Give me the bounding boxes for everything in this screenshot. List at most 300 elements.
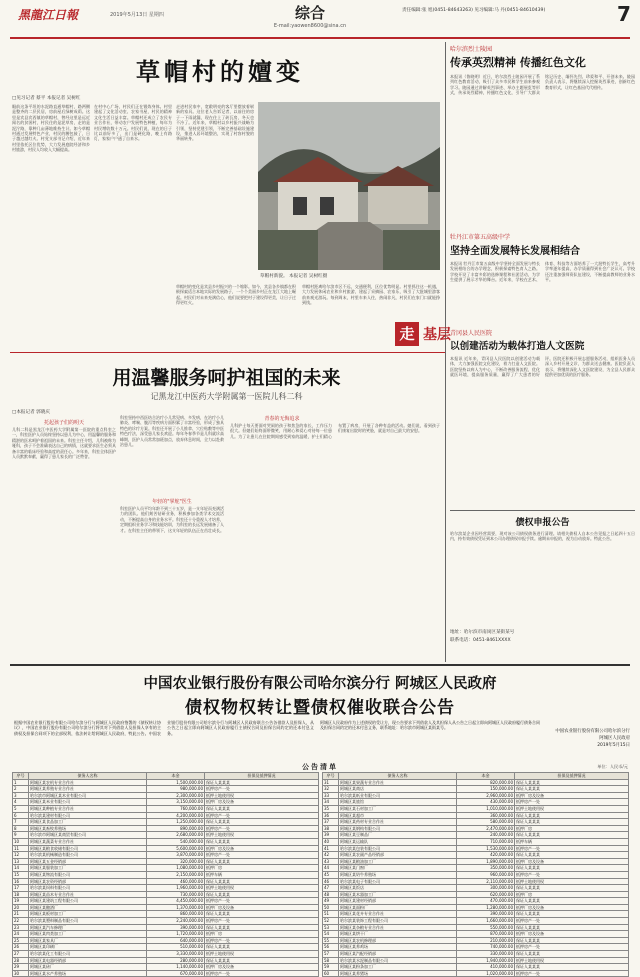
hospital-col-1: 儿科二科是黑龙江中医药大学附属第一医院的重点科室之一，科室医护人员始终坚持以患儿为中心，用温馨的服务和精湛的医术呵护着祖国的未来。科室主任介绍，儿科被称为哑科，孩子不会准确表达自己的病情，这就要求医生必须具备丰富的临床经验和高度的责任心。多年来，科室全体医护人员默默奉献，赢得了患儿家长的广泛赞誉。 (12, 427, 116, 460)
cell-index: 27 (13, 951, 29, 958)
table-row (323, 951, 629, 958)
cell-principal: 2,470,000.00 (457, 825, 515, 832)
th-debtor: 债务人名称 (29, 773, 147, 780)
hospital-col-2: 科室坚持中西医结合治疗小儿常见病、多发病，在治疗小儿肺炎、哮喘、腹泻等疾病方面积累了丰富经验，形成了独具特色的诊疗方案。科室还开展了小儿推拿、穴位贴敷等中医特色疗法，深受患儿家长欢迎。每年冬春季节是儿科就诊高峰期，医护人员常常加班加点，放弃休息时间，全力以赴救治患儿。 (120, 415, 224, 448)
paper-name: 黑龍江日報 (18, 8, 79, 22)
cell-principal: 430,000.00 (457, 799, 515, 806)
cell-index: 49 (323, 898, 339, 905)
cell-guarantee: 抵押房产一处 (205, 825, 319, 832)
lead-col-4: 草帽村的变化是宾县乡村振兴的一个缩影。如今，宾县各乡镇都在积极探索适合本地实际的发展路子，一个个美丽乡村正在龙江大地上崛起。村民们对未来充满信心，他们说要把村子建设得更美，让日子过得更红火。 (176, 284, 296, 306)
cell-debtor: 阿城区某建材经销部 (339, 898, 457, 905)
cell-principal: 710,000.00 (457, 838, 515, 845)
cell-index: 2 (13, 786, 29, 793)
table-row (323, 898, 629, 905)
cell-principal: 2,680,000.00 (147, 832, 205, 839)
cell-index: 48 (323, 891, 339, 898)
hospital-subhead-1: 托起孩子们的明天 (43, 420, 84, 426)
cell-debtor: 阿城区某粮食收储有限公司 (29, 845, 147, 852)
table-row (13, 832, 319, 839)
cell-guarantee: 保证人某某某 (205, 891, 319, 898)
cell-principal: 640,000.00 (147, 937, 205, 944)
cell-guarantee: 抵押房产一处 (205, 852, 319, 859)
cell-principal: 2,150,000.00 (147, 871, 205, 878)
cell-guarantee: 抵押土地使用权 (205, 792, 319, 799)
notice-title: 债权申报公告 (515, 518, 570, 528)
cell-principal: 210,000.00 (457, 937, 515, 944)
cell-index: 3 (13, 792, 29, 799)
table-row (323, 825, 629, 832)
cell-debtor: 阿城区某粮油加工厂 (339, 858, 457, 865)
side-story-b (450, 232, 635, 322)
cell-debtor: 阿城区某超市 (339, 812, 457, 819)
table-row (13, 964, 319, 971)
table-row (13, 911, 319, 918)
cell-debtor: 阿城区某建筑工程有限公司 (29, 898, 147, 905)
cell-principal: 5,600,000.00 (147, 845, 205, 852)
lead-title: 草帽村的嬗变 (136, 57, 304, 86)
cell-index: 20 (13, 904, 29, 911)
hospital-byline: □本报记者 郭晓庆 (12, 410, 50, 415)
cell-guarantee: 抵押土地使用权 (205, 951, 319, 958)
cell-index: 19 (13, 898, 29, 905)
cell-debtor: 哈尔滨某包装有限公司 (339, 845, 457, 852)
cell-debtor: 阿城区某米业有限公司 (29, 799, 147, 806)
cell-debtor: 阿城区某砖厂 (29, 964, 147, 971)
cell-debtor: 阿城区某五金经销部 (29, 858, 147, 865)
cell-guarantee: 抵押房产一处 (205, 937, 319, 944)
cell-principal: 420,000.00 (457, 852, 515, 859)
debt-table-right (322, 772, 629, 977)
cell-principal: 1,280,000.00 (457, 904, 515, 911)
table-row (13, 931, 319, 938)
cell-principal: 620,000.00 (457, 891, 515, 898)
cell-guarantee: 抵押房产一处 (515, 918, 629, 925)
cell-guarantee: 抵押土地使用权 (515, 805, 629, 812)
hospital-col-4: 儿科护士每天要面对哭闹的孩子和焦急的家长，工作压力很大。但她们始终面带微笑，用耐心和爱心对待每一位患儿。为了让患儿在住院期间感受到家的温暖，护士们精心布置了病房，开展了各种有益的活动。她们说，看到孩子们康复出院时的笑脸，就是对自己最大的安慰。 (230, 423, 440, 439)
th-index: 序号 (323, 773, 339, 780)
jiceng-rule (10, 352, 445, 353)
cell-index: 32 (323, 786, 339, 793)
cell-guarantee: 抵押厂房 (205, 931, 319, 938)
cell-index: 57 (323, 951, 339, 958)
cell-debtor: 阿城区某养猪场 (339, 970, 457, 977)
cell-debtor: 阿城区某肉类加工厂 (29, 931, 147, 938)
cell-principal: 3,330,000.00 (147, 951, 205, 958)
hospital-col-3: 科室医护人员平均年龄不到三十五岁，是一支年轻而充满活力的团队。他们刻苦钻研业务，积极参加各类学术交流活动，不断提高自身的业务水平。科室还十分重视人才培养，定期组织业务学习和技能培训，为科室的长远发展储备了人才。在科室主任的带领下，这支年轻的队伍正在茁壮成长。 (120, 506, 224, 533)
table-row (13, 924, 319, 931)
cell-debtor: 阿城区某面粉厂 (339, 904, 457, 911)
cell-guarantee: 抵押厂房及设备 (205, 845, 319, 852)
cell-debtor: 阿城区某石材加工厂 (339, 805, 457, 812)
cell-guarantee: 保证人某某某 (515, 937, 629, 944)
cell-guarantee: 抵押土地使用权 (205, 832, 319, 839)
cell-index: 24 (13, 931, 29, 938)
cell-debtor: 阿城区某板材加工厂 (29, 911, 147, 918)
cell-principal: 890,000.00 (147, 825, 205, 832)
cell-index: 36 (323, 812, 339, 819)
table-row (323, 904, 629, 911)
masthead-rule (10, 37, 630, 39)
table-row (13, 885, 319, 892)
table-row (323, 865, 629, 872)
table-row (323, 944, 629, 951)
cell-index: 40 (323, 838, 339, 845)
cell-index: 4 (13, 799, 29, 806)
th-index: 序号 (13, 773, 29, 780)
cell-principal: 1,660,000.00 (457, 918, 515, 925)
table-row (323, 931, 629, 938)
cell-principal: 670,000.00 (147, 970, 205, 977)
cell-principal: 1,140,000.00 (147, 964, 205, 971)
village-photo-image (258, 102, 440, 270)
cell-guarantee: 抵押车辆 (515, 838, 629, 845)
table-row (13, 779, 319, 786)
side-a-title: 传承英烈精神 传播红色文化 (450, 56, 586, 69)
cell-debtor: 阿城区某印刷厂 (29, 944, 147, 951)
cell-guarantee: 抵押厂房及设备 (515, 858, 629, 865)
cell-guarantee: 保证人某某某 (515, 951, 629, 958)
cell-principal: 3,150,000.00 (147, 799, 205, 806)
cell-principal: 1,960,000.00 (147, 885, 205, 892)
cell-debtor: 阿城区某豆制品厂 (339, 832, 457, 839)
cell-guarantee: 抵押厂房 (205, 865, 319, 872)
table-row (13, 792, 319, 799)
cell-debtor: 阿城区某运输队 (339, 838, 457, 845)
cell-guarantee: 抵押房产一处 (515, 944, 629, 951)
bank-ad-signature-2: 阿城区人民政府 (599, 736, 630, 741)
cell-principal: 1,500,000.00 (147, 779, 205, 786)
table-row (323, 845, 629, 852)
cell-index: 58 (323, 957, 339, 964)
cell-guarantee: 保证人某某某 (515, 819, 629, 826)
cell-debtor: 阿城区某农资经销部 (29, 878, 147, 885)
cell-principal: 980,000.00 (147, 786, 205, 793)
cell-index: 9 (13, 832, 29, 839)
table-row (323, 957, 629, 964)
table-row (323, 964, 629, 971)
cell-guarantee: 保证人某某某 (515, 852, 629, 859)
cell-guarantee: 保证人某某某 (515, 911, 629, 918)
cell-principal: 3,870,000.00 (147, 852, 205, 859)
cell-index: 26 (13, 944, 29, 951)
charity-kicker: 青冈县人民医院 (450, 330, 493, 337)
cell-principal: 300,000.00 (457, 885, 515, 892)
cell-debtor: 阿城区某蔬菜专业合作社 (29, 838, 147, 845)
th-guarantee: 担保及抵押情况 (205, 773, 319, 780)
table-row (13, 786, 319, 793)
cell-index: 59 (323, 964, 339, 971)
cell-principal: 2,960,000.00 (457, 792, 515, 799)
table-row (13, 819, 319, 826)
lead-byline: □见习记者 蔡平 本报记者 吴树红 (12, 96, 81, 101)
cell-guarantee: 抵押厂房及设备 (515, 792, 629, 799)
side-b-title: 坚持全面发展特长发展相结合 (450, 246, 580, 257)
cell-index: 13 (13, 858, 29, 865)
cell-debtor: 阿城区某门窗厂 (339, 865, 457, 872)
cell-index: 35 (323, 805, 339, 812)
cell-debtor: 哈尔滨某电子有限公司 (339, 878, 457, 885)
cell-index: 34 (323, 799, 339, 806)
cell-index: 60 (323, 970, 339, 977)
cell-guarantee: 保证人某某某 (515, 786, 629, 793)
cell-guarantee: 保证人某某某 (205, 878, 319, 885)
table-row (13, 904, 319, 911)
hospital-title: 用温馨服务呵护祖国的未来 (112, 367, 341, 389)
cell-principal: 1,890,000.00 (457, 858, 515, 865)
cell-guarantee: 抵押厂房 (515, 891, 629, 898)
lead-col-2: 在村中心广场，村民们正在锻炼身体。村里建起了文化活动室、农家书屋，村民的精神文化生活日益丰富。草帽村还成立了农民专业合作社，带动农户发展特色种植，每年为村民增收数十万元。村民们说，现在的日子比以前好多了，出门是硬化路，晚上有路灯，家家户户通了自来水。 (94, 104, 172, 142)
cell-debtor: 哈尔滨某装饰工程有限公司 (339, 918, 457, 925)
cell-guarantee: 保证人某某某 (205, 944, 319, 951)
cell-index: 17 (13, 885, 29, 892)
cell-debtor: 阿城区某花卉专业合作社 (339, 911, 457, 918)
cell-index: 10 (13, 838, 29, 845)
cell-debtor: 阿城区某木器加工厂 (339, 891, 457, 898)
side-b-kicker: 牡丹江市第五高级中学 (450, 234, 511, 241)
cell-principal: 510,000.00 (147, 944, 205, 951)
cell-index: 31 (323, 779, 339, 786)
cell-debtor: 阿城区某农机专业合作社 (29, 779, 147, 786)
cell-index: 25 (13, 937, 29, 944)
jiceng-text: 基层 (423, 327, 451, 343)
cell-debtor: 阿城区某果蔬专业合作社 (339, 779, 457, 786)
cell-index: 14 (13, 865, 29, 872)
cell-index: 42 (323, 852, 339, 859)
bank-ad (10, 668, 630, 976)
cell-guarantee: 保证人某某某 (515, 812, 629, 819)
cell-guarantee: 抵押房产一处 (515, 845, 629, 852)
charity-story (450, 328, 635, 508)
debt-table-right-wrap (322, 772, 628, 976)
cell-guarantee: 保证人某某某 (205, 805, 319, 812)
cell-index: 53 (323, 924, 339, 931)
cell-debtor: 阿城区某饭店 (339, 885, 457, 892)
unit-note: 单位：人民币/元 (597, 764, 628, 769)
cell-principal: 2,110,000.00 (457, 878, 515, 885)
charity-body: 本报讯 近年来，青冈县人民医院以创建活动为载体，大力加强医院文化建设，着力打造人文医院。医院坚持以病人为中心，不断改善服务流程，优化就医环境，提高服务质量，赢得了广大患者的好评。医院还积极开展志愿服务活动，组织医务人员深入乡村开展义诊，为群众送去健康。医院负责人表示，将继续深化人文医院建设，为全县人民群众提供更加优质的医疗服务。 (450, 356, 635, 378)
table-row (13, 951, 319, 958)
cell-guarantee: 抵押房产一处 (205, 898, 319, 905)
table-row (13, 845, 319, 852)
cell-principal: 760,000.00 (147, 805, 205, 812)
table-row (13, 891, 319, 898)
cell-debtor: 阿城区某酿酒厂 (29, 904, 147, 911)
cell-index: 51 (323, 911, 339, 918)
cell-debtor: 阿城区某水产养殖场 (29, 970, 147, 977)
cell-debtor: 阿城区某家具厂 (29, 937, 147, 944)
list-title: 公告清单 (302, 763, 338, 771)
cell-debtor: 阿城区某钢构有限公司 (339, 825, 457, 832)
cell-debtor: 阿城区某养殖专业合作社 (29, 786, 147, 793)
table-row (13, 871, 319, 878)
lead-col-5: 草帽村距离哈尔滨市区不远，交通便利，区位优势明显。村里抓住这一机遇，大力发展休闲农业和乡村旅游，建起了采摘园、农家乐，吸引了大批城里游客前来观光游玩。每到周末，村里车来人往，热闹非凡，村民们在家门口就能挣到钱。 (302, 284, 440, 306)
cell-guarantee: 抵押房产一处 (515, 871, 629, 878)
table-row (13, 858, 319, 865)
cell-principal: 960,000.00 (457, 871, 515, 878)
cell-principal: 390,000.00 (457, 911, 515, 918)
bank-ad-title-2: 债权物权转让暨债权催收联合公告 (185, 698, 455, 718)
column-divider (445, 42, 446, 662)
cell-principal: 360,000.00 (457, 812, 515, 819)
notice-body: 哈尔滨某企业因经营需要，现对该公司债权债务进行清理。请相关债权人自本公告见报之日起四十五日内，持有效债权凭证到本公司办理债权申报手续。逾期未申报的，视为自动放弃。特此公告。 (450, 531, 635, 542)
cell-debtor: 阿城区某苗木专业合作社 (29, 891, 147, 898)
cell-index: 8 (13, 825, 29, 832)
cell-guarantee: 抵押土地使用权 (205, 885, 319, 892)
cell-principal: 1,370,000.00 (147, 904, 205, 911)
cell-index: 6 (13, 812, 29, 819)
cell-index: 7 (13, 819, 29, 826)
table-row (323, 799, 629, 806)
side-a-kicker: 哈尔滨烈士陵园 (450, 46, 493, 53)
cell-debtor: 哈尔滨市阿城区某商贸有限公司 (29, 832, 147, 839)
table-row (13, 805, 319, 812)
cell-debtor: 阿城区某汽车修理厂 (29, 924, 147, 931)
th-debtor: 债务人名称 (339, 773, 457, 780)
cell-principal: 550,000.00 (457, 924, 515, 931)
cell-guarantee: 保证人某某某 (205, 957, 319, 964)
cell-debtor: 阿城区某服装加工厂 (29, 865, 147, 872)
bank-ad-signature-1: 中国农业银行股份有限公司哈尔滨分行 (555, 729, 630, 734)
table-row (13, 799, 319, 806)
cell-principal: 1,940,000.00 (457, 957, 515, 964)
cell-index: 50 (323, 904, 339, 911)
cell-guarantee: 保证人某某某 (515, 964, 629, 971)
cell-guarantee: 抵押土地使用权 (515, 957, 629, 964)
cell-principal: 820,000.00 (457, 779, 515, 786)
cell-index: 38 (323, 825, 339, 832)
cell-guarantee: 抵押房产一处 (205, 812, 319, 819)
table-row (323, 805, 629, 812)
table-row (323, 792, 629, 799)
cell-index: 12 (13, 852, 29, 859)
cell-guarantee: 保证人某某某 (205, 819, 319, 826)
cell-guarantee: 保证人某某某 (515, 898, 629, 905)
cell-debtor: 哈尔滨某化工有限公司 (29, 951, 147, 958)
cell-guarantee: 抵押厂房及设备 (205, 799, 319, 806)
table-row (323, 852, 629, 859)
cell-guarantee: 抵押厂房 (515, 825, 629, 832)
cell-principal: 2,300,000.00 (147, 792, 205, 799)
cell-debtor: 哈尔滨某建材有限公司 (29, 812, 147, 819)
table-row (13, 970, 319, 977)
table-row (13, 825, 319, 832)
cell-index: 21 (13, 911, 29, 918)
cell-debtor: 阿城区某农机修理部 (339, 937, 457, 944)
cell-index: 29 (13, 964, 29, 971)
bank-ad-date: 2019年5月15日 (597, 743, 630, 748)
issue-date: 2019年5月13日 星期四 (110, 12, 164, 18)
cell-principal: 4,200,000.00 (147, 812, 205, 819)
cell-index: 30 (13, 970, 29, 977)
hospital-subhead-3: 青春的无悔追求 (264, 416, 300, 422)
cell-index: 16 (13, 878, 29, 885)
cell-principal: 1,010,000.00 (457, 805, 515, 812)
cell-debtor: 阿城区某农副产品经销部 (339, 852, 457, 859)
bank-ad-title-1: 中国农业银行股份有限公司哈尔滨分行 阿城区人民政府 (143, 675, 497, 692)
lead-col-3: 走进村民家中，宽敞明亮的客厅里摆放着崭新的家具。这位老人告诉记者，以前住的房子一下雨就漏，现在住上了砖瓦房，冬天也不冷了。近年来，草帽村以乡村振兴战略为引领，坚持党建引领，不断完善基础设施建设，推进人居环境整治，实现了村容村貌的华丽转身。 (176, 104, 254, 142)
cell-principal: 330,000.00 (457, 951, 515, 958)
cell-principal: 870,000.00 (457, 931, 515, 938)
cell-principal: 1,020,000.00 (457, 970, 515, 977)
cell-debtor: 哈尔滨市阿城区某木业有限公司 (29, 792, 147, 799)
cell-debtor: 阿城区某奶牛养殖场 (339, 871, 457, 878)
side-b-body: 本报讯 牡丹江市第五高级中学坚持全面发展与特长发展相结合的办学理念，积极探索特色育人之路。学校开设了丰富多彩的选修课程和社团活动，为学生提供了展示才华的舞台。近年来，学校在艺术、体育、科技等方面培养了一大批特长学生，高考升学率逐年提高，办学质量得到社会广泛认可。学校还注重加强师资队伍建设，不断提高教师的业务水平。 (450, 261, 635, 283)
cell-index: 5 (13, 805, 29, 812)
table-row (323, 937, 629, 944)
table-row (323, 812, 629, 819)
cell-guarantee: 保证人某某某 (205, 911, 319, 918)
cell-debtor: 哈尔滨某水泥制品有限公司 (339, 957, 457, 964)
cell-debtor: 阿城区某旅馆 (339, 799, 457, 806)
table-row (323, 878, 629, 885)
table-row (323, 970, 629, 977)
cell-principal: 280,000.00 (147, 957, 205, 964)
cell-index: 43 (323, 858, 339, 865)
cell-principal: 470,000.00 (457, 898, 515, 905)
table-row (323, 779, 629, 786)
cell-principal: 580,000.00 (457, 819, 515, 826)
cell-principal: 740,000.00 (457, 944, 515, 951)
side-a-body: 本报讯（鲁晓明）近日，哈尔滨烈士陵园开展了系列红色教育活动，吸引了众多市民和学生前来参观学习。陵园通过讲解英烈事迹、举办主题展览等形式，传承英烈精神，传播红色文化，引导广大群众铭记历史、缅怀先烈、珍爱和平、开创未来。陵园负责人表示，将继续深入挖掘英烈事迹，创新红色教育形式，让红色基因代代相传。 (450, 74, 635, 96)
table-row (323, 871, 629, 878)
hospital-subhead-2: 年轻的"掌舵"医生 (152, 499, 192, 505)
table-row (13, 944, 319, 951)
cell-debtor: 哈尔滨某纸业有限公司 (339, 792, 457, 799)
cell-guarantee: 抵押车辆 (205, 871, 319, 878)
table-row (323, 891, 629, 898)
cell-guarantee: 保证人某某某 (205, 838, 319, 845)
cell-guarantee: 保证人某某某 (515, 779, 629, 786)
cell-index: 22 (13, 918, 29, 925)
table-row (13, 918, 319, 925)
notice-address: 地址：哈尔滨市南岗区某街某号 (450, 630, 515, 635)
cell-guarantee: 保证人某某某 (205, 924, 319, 931)
table-row (13, 812, 319, 819)
cell-index: 54 (323, 931, 339, 938)
cell-principal: 240,000.00 (457, 832, 515, 839)
cell-principal: 410,000.00 (457, 964, 515, 971)
table-row (13, 957, 319, 964)
cell-guarantee: 抵押厂房及设备 (205, 904, 319, 911)
editor-info: 责任编辑:张 旭(0451-84643263) 见习编辑:马 丹(0451-84610439) (402, 8, 546, 13)
charity-title: 以创建活动为载体打造人文医院 (450, 341, 585, 352)
cell-debtor: 阿城区某商店 (339, 786, 457, 793)
th-principal: 本金 (147, 773, 205, 780)
cell-guarantee: 抵押房产一处 (515, 970, 629, 977)
cell-index: 37 (323, 819, 339, 826)
cell-debtor: 阿城区某食品加工厂 (29, 819, 147, 826)
cell-guarantee: 抵押厂房及设备 (205, 964, 319, 971)
cell-debtor: 哈尔滨某塑料制品有限公司 (29, 918, 147, 925)
cell-index: 52 (323, 918, 339, 925)
section-email: E-mail:yaowen8600@sina.cn (273, 23, 347, 29)
cell-principal: 390,000.00 (147, 924, 205, 931)
cell-guarantee: 抵押厂房及设备 (515, 904, 629, 911)
table-row (323, 911, 629, 918)
cell-debtor: 阿城区某畜牧养殖场 (29, 825, 147, 832)
cell-index: 55 (323, 937, 339, 944)
debt-table-left (12, 772, 319, 977)
cell-debtor: 阿城区某烘干厂 (339, 931, 457, 938)
cell-principal: 150,000.00 (457, 786, 515, 793)
cell-principal: 4,450,000.00 (147, 898, 205, 905)
cell-debtor: 阿城区某电器经销部 (29, 957, 147, 964)
cell-index: 33 (323, 792, 339, 799)
cell-principal: 350,000.00 (457, 865, 515, 872)
lead-col-1: 眼前这条平坦的水泥路直通草帽村，路两侧是整齐的二层民居，房前屋后绿树成荫。这里是宾县宾西镇的草帽村，曾经这里是远近闻名的贫困村，村民住的是泥草房，走的是泥泞路，靠种几亩薄地维持生计。如今草帽村通过发展特色产业，村民的腰包鼓了，日子越过越红火。村党支部书记介绍，近年来村里依托区位优势，大力发展庭院经济和乡村旅游，村民人均收入大幅提高。 (12, 104, 90, 153)
bank-ad-body-2: 阿城区人民政府作为上述债权的受让方，现公告要求下列借款人及其担保人从公告之日起立即向阿城区人民政府履行债务合同及担保合同约定的还本付息义务，联系地址：哈尔滨市阿城区某街某号。 (320, 720, 540, 731)
cell-principal: 1,080,000.00 (147, 865, 205, 872)
